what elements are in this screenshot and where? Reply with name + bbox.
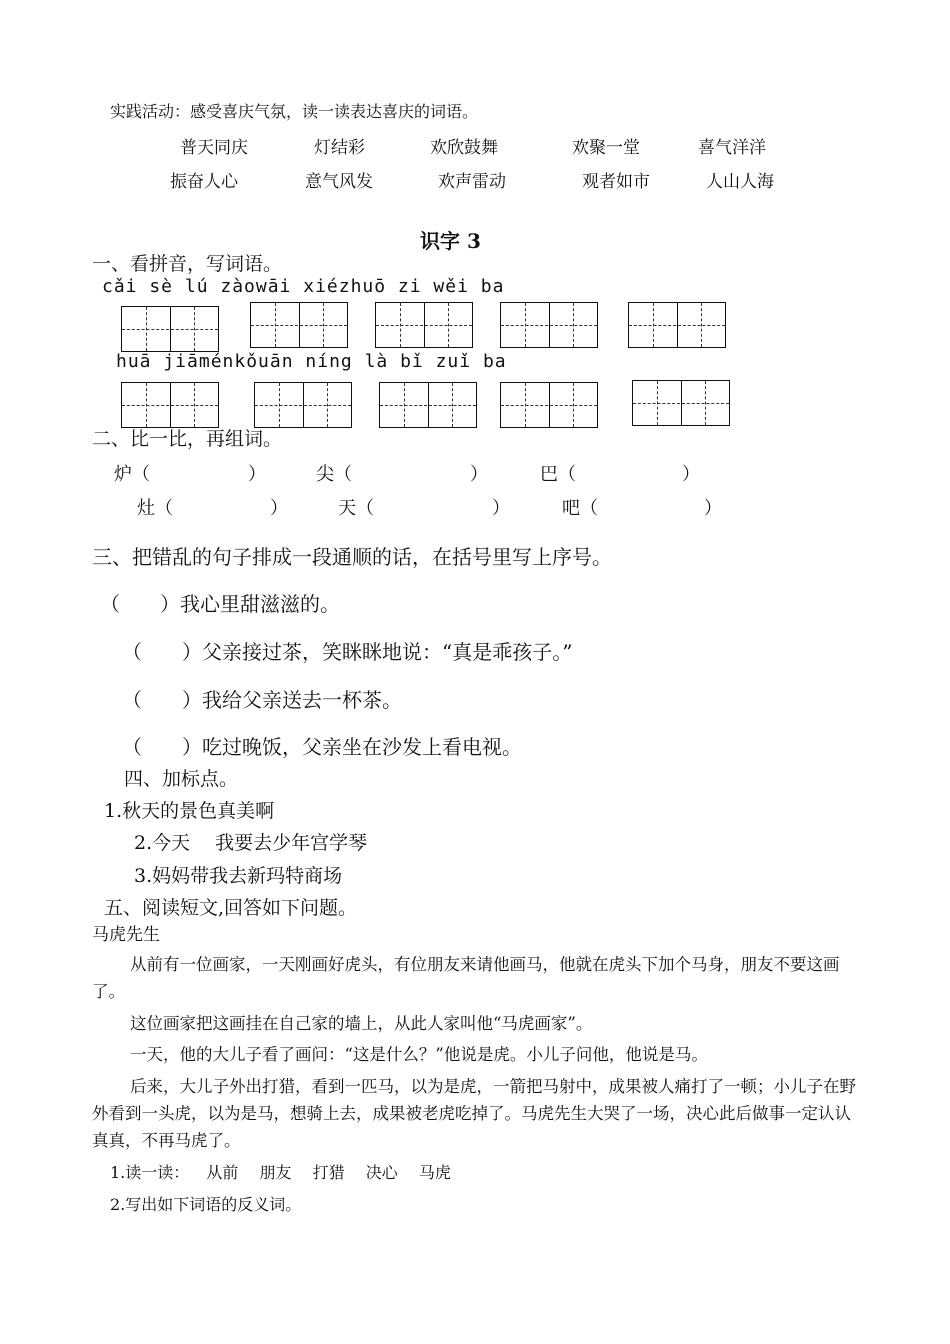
tianzige-box[interactable] [500, 302, 598, 348]
compare-char: 灶（ [137, 498, 173, 519]
practice-word: 欢声雷动 [438, 172, 506, 192]
tianzige-box[interactable] [250, 302, 348, 348]
punctuation-item: 2.今天 我要去少年宫学琴 [134, 832, 368, 854]
practice-word: 振奋人心 [170, 172, 238, 192]
vocab-word: 打猎 [312, 1163, 345, 1182]
compare-paren-close: ） [248, 464, 266, 485]
order-number-blank[interactable]: （ ） [122, 735, 202, 759]
punctuation-item: 1.秋天的景色真美啊 [104, 800, 275, 822]
order-item [122, 636, 572, 665]
compare-char: 吧（ [562, 498, 598, 519]
compare-char: 尖（ [316, 464, 352, 485]
compare-paren-close: ） [492, 498, 510, 519]
section-1-heading: 一、看拼音，写词语。 [92, 253, 283, 275]
vocab-word: 决心 [365, 1163, 398, 1182]
story-paragraph: 一天，他的大儿子看了画问：“这是什么？”他说是虎。小儿子问他，他说是马。 [130, 1045, 708, 1064]
practice-word: 欢欣鼓舞 [430, 138, 498, 158]
order-sentence: 我给父亲送去一杯茶。 [202, 688, 402, 712]
pinyin-row-1: cǎi sè lú zàowāi xiézhuō zi wěi ba [102, 276, 505, 297]
punctuation-item: 3.妈妈带我去新玛特商场 [134, 865, 343, 887]
tianzige-box[interactable] [121, 306, 219, 352]
order-sentence: 我心里甜滋滋的。 [180, 592, 340, 616]
order-item [122, 731, 522, 760]
order-item [100, 588, 340, 617]
vocab-word: 从前 [206, 1163, 239, 1182]
compare-paren-close: ） [270, 498, 288, 519]
order-number-blank[interactable]: （ ） [122, 688, 202, 712]
order-item [122, 684, 402, 713]
practice-word: 观者如市 [582, 172, 650, 192]
compare-paren-close: ） [704, 498, 722, 519]
section-4-heading: 四、加标点。 [124, 768, 239, 790]
order-sentence: 父亲接过茶，笑眯眯地说：“真是乖孩子。” [202, 640, 573, 664]
question-2: 2.写出如下词语的反义词。 [110, 1195, 302, 1214]
pinyin-row-2: huā jiāménkǒuān níng là bǐ zuǐ ba [116, 351, 507, 372]
story-paragraph: 从前有一位画家，一天刚画好虎头，有位朋友来请他画马，他就在虎头下加个马身，朋友不要这画了。 [92, 955, 840, 1001]
practice-word: 普天同庆 [180, 138, 248, 158]
story-paragraph: 这位画家把这画挂在自己家的墙上，从此人家叫他“马虎画家”。 [130, 1014, 593, 1033]
story-paragraph: 后来，大儿子外出打猎，看到一匹马，以为是虎，一箭把马射中，成果被人痛打了一顿；小儿子在野外看到一头虎，以为是马，想骑上去，成果被老虎吃掉了。马虎先生大哭了一场，决心此后做事一定认认真真，不再马虎了。 [92, 1077, 856, 1150]
tianzige-box[interactable] [632, 380, 730, 426]
practice-word: 灯结彩 [314, 138, 365, 158]
tianzige-box[interactable] [379, 382, 477, 428]
compare-paren-close: ） [470, 464, 488, 485]
section-2-heading: 二、比一比，再组词。 [92, 428, 283, 450]
order-number-blank[interactable]: （ ） [100, 592, 180, 616]
order-number-blank[interactable]: （ ） [122, 640, 202, 664]
tianzige-box[interactable] [375, 302, 473, 348]
question-1-label: 1.读一读： [110, 1163, 190, 1182]
page-title: 识字 3 [420, 229, 481, 253]
compare-char: 天（ [338, 498, 374, 519]
practice-word: 喜气洋洋 [698, 138, 766, 158]
story-title: 马虎先生 [92, 925, 160, 945]
vocab-word: 马虎 [418, 1163, 451, 1182]
practice-word: 人山人海 [706, 172, 774, 192]
section-3-heading: 三、把错乱的句子排成一段通顺的话，在括号里写上序号。 [92, 545, 612, 569]
practice-word: 欢聚一堂 [572, 138, 640, 158]
section-5-heading: 五、阅读短文,回答如下问题。 [104, 897, 358, 919]
tianzige-box[interactable] [628, 302, 726, 348]
practice-word: 意气风发 [305, 172, 373, 192]
vocab-word: 朋友 [259, 1163, 292, 1182]
tianzige-box[interactable] [254, 382, 352, 428]
tianzige-box[interactable] [500, 382, 598, 428]
compare-char: 炉（ [114, 464, 150, 485]
compare-paren-close: ） [682, 464, 700, 485]
question-1 [110, 1160, 451, 1183]
compare-char: 巴（ [540, 464, 576, 485]
order-sentence: 吃过晚饭，父亲坐在沙发上看电视。 [202, 735, 522, 759]
practice-intro: 实践活动：感受喜庆气氛，读一读表达喜庆的词语。 [110, 102, 479, 121]
tianzige-box[interactable] [121, 382, 219, 428]
